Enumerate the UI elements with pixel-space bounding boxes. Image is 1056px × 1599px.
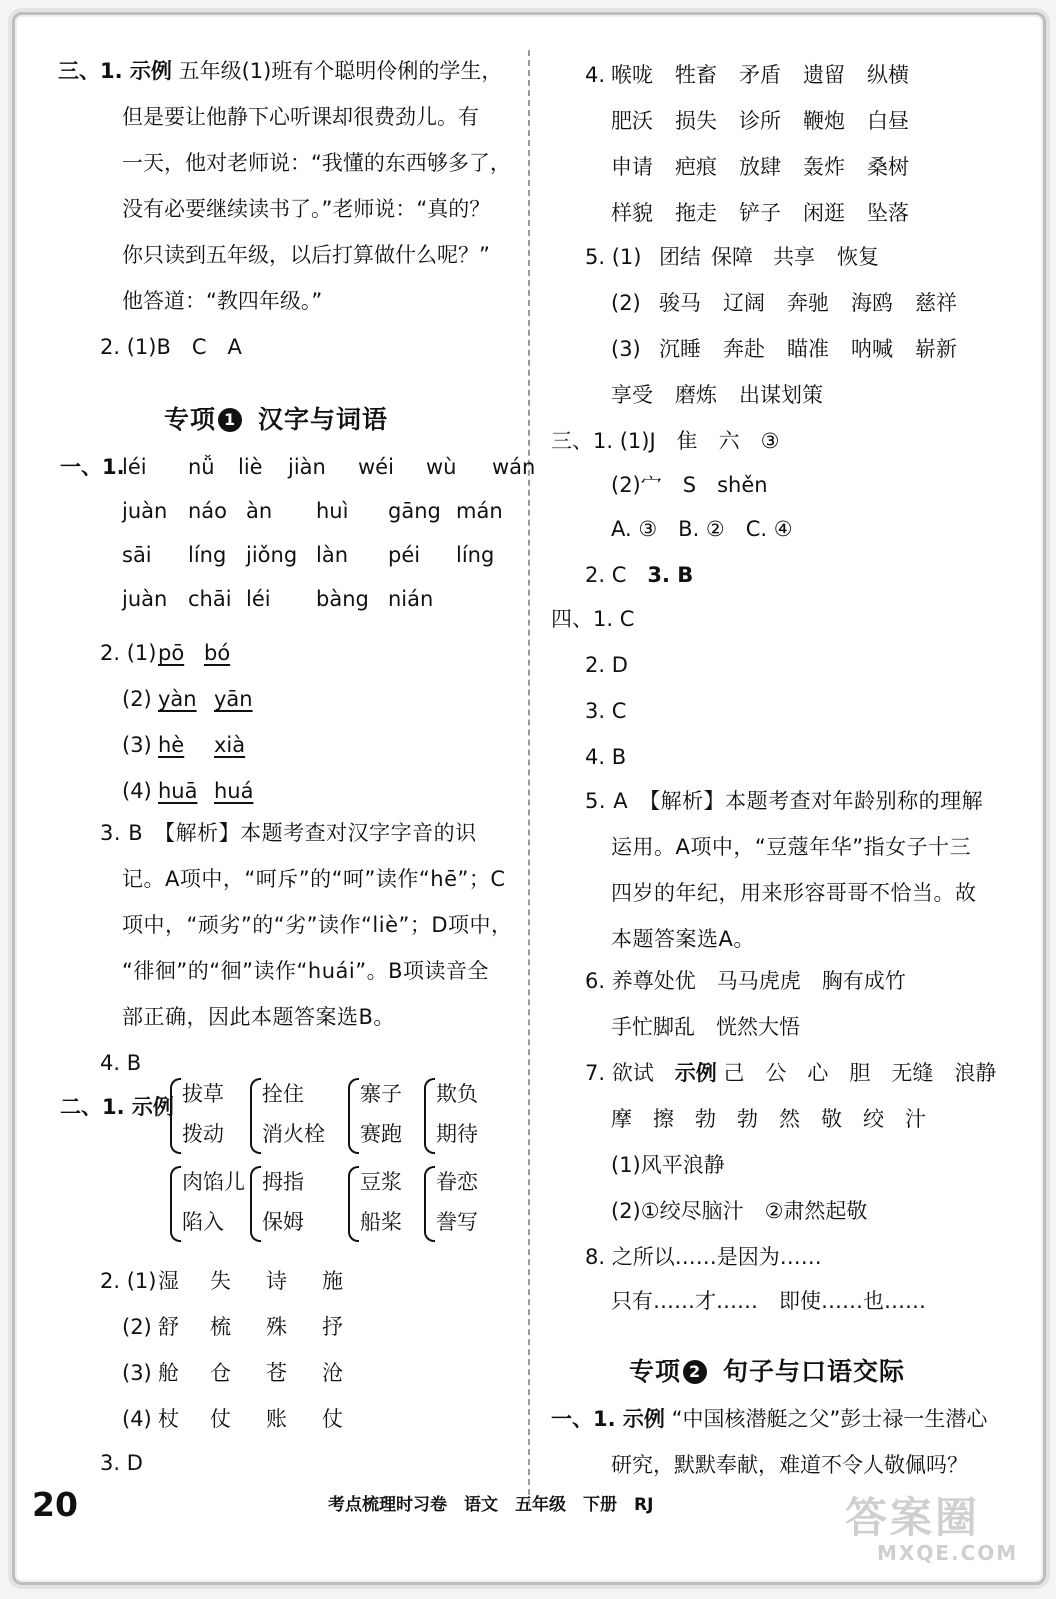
s2-q2-label: (3) — [122, 1361, 152, 1385]
topic-number-badge: 1 — [218, 408, 242, 432]
word-pair — [360, 1074, 402, 1154]
q4-word: 桑树 — [867, 155, 909, 179]
q4-word: 坠落 — [867, 201, 909, 225]
word-pair — [182, 1162, 245, 1242]
q4-word: 牲畜 — [675, 63, 717, 87]
q4-word: 鞭炮 — [803, 109, 845, 133]
word-bottom: 期待 — [436, 1122, 478, 1146]
q4-word: 纵横 — [867, 63, 909, 87]
q4-word: 遗留 — [803, 63, 845, 87]
q5-word: 共享 — [773, 245, 815, 269]
q4-word: 损失 — [675, 109, 717, 133]
topic1-heading: 专项 1 汉字与词语 — [164, 405, 389, 434]
q4-word: 样貌 — [611, 201, 653, 225]
q2-pinyin-b: huá — [214, 779, 254, 803]
q5-word: 恢复 — [837, 245, 879, 269]
word-pair — [436, 1162, 478, 1242]
brace-icon — [424, 1078, 435, 1154]
word-pair — [262, 1162, 304, 1242]
q5-word: 团结 — [659, 245, 701, 269]
q5-word: 慈祥 — [915, 291, 957, 315]
column-divider — [528, 50, 530, 1505]
pinyin-item: huì — [316, 499, 349, 523]
s2-q2-label: (4) — [122, 1407, 152, 1431]
pinyin-item: àn — [246, 499, 273, 523]
pinyin-item: péi — [388, 543, 421, 567]
q4-word: 疤痕 — [675, 155, 717, 179]
s4-line: 3. C — [585, 699, 627, 723]
pinyin-item: sāi — [122, 543, 152, 567]
word-top: 眷恋 — [436, 1170, 478, 1194]
word-bottom: 誊写 — [436, 1210, 478, 1234]
q4-word: 轰炸 — [803, 155, 845, 179]
q8-line-2: 只有……才…… 即使……也…… — [611, 1289, 926, 1313]
q7-line-4: (2)①绞尽脑汁 ②肃然起敬 — [611, 1199, 868, 1223]
q2-pinyin-b: yān — [214, 687, 253, 711]
s4-line: 四、1. C — [551, 607, 635, 631]
page-number: 20 — [32, 1485, 78, 1524]
s2-q2-char: 舱 — [158, 1361, 179, 1385]
s3-q1-line-6: 他答道：“教四年级。” — [122, 289, 323, 313]
s4-line: 2. D — [585, 653, 628, 677]
s3-line: (2)宀 S shěn — [611, 473, 768, 497]
pinyin-item: juàn — [122, 587, 168, 611]
q2-pinyin-a: hè — [158, 733, 185, 757]
pinyin-item: bàng — [316, 587, 369, 611]
s3-line: A. ③ B. ② C. ④ — [611, 517, 793, 541]
s2-q2-char: 抒 — [322, 1315, 343, 1339]
s2-q2-char: 舒 — [158, 1315, 179, 1339]
t2-q1-line-1: 一、1. 示例 “中国核潜艇之父”彭士禄一生潜心 — [551, 1407, 988, 1431]
q5-word: 磨炼 — [675, 383, 717, 407]
q4-word: 申请 — [611, 155, 653, 179]
s2-q2-char: 仗 — [210, 1407, 231, 1431]
q5-label: (3) — [611, 337, 641, 361]
q4-word: 肥沃 — [611, 109, 653, 133]
topic2-heading: 专项 2 句子与口语交际 — [629, 1357, 906, 1386]
q4-word: 喉咙 — [611, 63, 653, 87]
word-bottom: 消火栓 — [262, 1122, 325, 1146]
s4-line: 4. B — [585, 745, 627, 769]
q4-word: 闲逛 — [803, 201, 845, 225]
s2-q2-char: 账 — [266, 1407, 287, 1431]
pinyin-item: liè — [238, 455, 263, 479]
word-top: 拇指 — [262, 1170, 304, 1194]
s2-q2-char: 苍 — [266, 1361, 287, 1385]
q3-line: 3. B 【解析】本题考查对汉字字音的识 — [100, 821, 477, 845]
pinyin-item: gāng — [388, 499, 441, 523]
q6-line-2: 手忙脚乱 恍然大悟 — [611, 1015, 800, 1039]
s2-q2-char: 仗 — [322, 1407, 343, 1431]
brace-icon — [170, 1078, 181, 1154]
pinyin-item: líng — [188, 543, 227, 567]
s2-q2-label: 2. (1) — [100, 1269, 157, 1293]
q4-word: 矛盾 — [739, 63, 781, 87]
topic-number-badge: 2 — [683, 1360, 707, 1384]
q4-word: 放肆 — [739, 155, 781, 179]
pinyin-item: léi — [246, 587, 271, 611]
pinyin-item: chāi — [188, 587, 232, 611]
q4-word: 拖走 — [675, 201, 717, 225]
s2-q2-char: 湿 — [158, 1269, 179, 1293]
s2-q2-label: (2) — [122, 1315, 152, 1339]
q5-word: 沉睡 — [659, 337, 701, 361]
footer-text: 考点梳理时习卷 语文 五年级 下册 RJ — [328, 1495, 654, 1515]
q5-word: 崭新 — [915, 337, 957, 361]
q5-word: 呐喊 — [851, 337, 893, 361]
s3-q1-line-4: 没有必要继续读书了。”老师说：“真的？ — [122, 197, 491, 221]
pinyin-item: làn — [316, 543, 349, 567]
q2-pinyin-a: huā — [158, 779, 198, 803]
pinyin-item: náo — [188, 499, 228, 523]
q2-pinyin-a: pō — [158, 641, 185, 665]
q5-word: 瞄准 — [787, 337, 829, 361]
s3-q1-line-3: 一天，他对老师说：“我懂的东西够多了， — [122, 151, 511, 175]
word-pair — [182, 1074, 224, 1154]
q4-word: 白昼 — [867, 109, 909, 133]
pinyin-item: juàn — [122, 499, 168, 523]
q5-word: 奔赴 — [723, 337, 765, 361]
q5-word: 辽阔 — [723, 291, 765, 315]
word-top: 寨子 — [360, 1082, 402, 1106]
pinyin-item: mán — [456, 499, 503, 523]
q4-label: 4. — [585, 63, 606, 87]
q5-analysis-line: 5. A 【解析】本题考查对年龄别称的理解 — [585, 789, 984, 813]
brace-icon — [250, 1078, 261, 1154]
pinyin-item: wéi — [358, 455, 394, 479]
q2-label: (3) — [122, 733, 152, 757]
pinyin-item: wán — [492, 455, 536, 479]
brace-icon — [424, 1166, 435, 1242]
brace-icon — [250, 1166, 261, 1242]
q7-line-1: 7. 欲试 示例 己 公 心 胆 无缝 浪静 — [585, 1061, 997, 1085]
s2-q2-char: 沧 — [322, 1361, 343, 1385]
pinyin-item: nǚ — [188, 455, 215, 479]
word-top: 拔草 — [182, 1082, 224, 1106]
q8-line-1: 8. 之所以……是因为…… — [585, 1245, 822, 1269]
word-pair — [436, 1074, 478, 1154]
word-pair — [360, 1162, 402, 1242]
s2-q2-char: 仓 — [210, 1361, 231, 1385]
q2-pinyin-b: xià — [214, 733, 246, 757]
s2-q2-char: 施 — [322, 1269, 343, 1293]
pinyin-item: wù — [426, 455, 457, 479]
s3-q2: 2. (1)B C A — [100, 335, 242, 359]
q2-pinyin-a: yàn — [158, 687, 197, 711]
pinyin-item: líng — [456, 543, 495, 567]
q4-word: 诊所 — [739, 109, 781, 133]
s3-q1-line-1: 三、1. 示例 五年级(1)班有个聪明伶俐的学生， — [58, 59, 503, 83]
pinyin-item: jiàn — [288, 455, 326, 479]
q2-label: (2) — [122, 687, 152, 711]
word-pair — [262, 1074, 325, 1154]
s3-q1-line-5: 你只读到五年级，以后打算做什么呢？” — [122, 243, 490, 267]
word-bottom: 赛跑 — [360, 1122, 402, 1146]
brace-icon — [348, 1166, 359, 1242]
s3-line: 三、1. (1)J 隹 六 ③ — [551, 429, 780, 453]
q5-analysis-line: 四岁的年纪，用来形容哥哥不恰当。故 — [611, 881, 977, 905]
q5-analysis-line: 本题答案选A。 — [611, 927, 755, 951]
s3-q1-line-2: 但是要让他静下心听课却很费劲儿。有 — [122, 105, 479, 129]
word-bottom: 拨动 — [182, 1122, 224, 1146]
q7-line-3: (1)风平浪静 — [611, 1153, 725, 1177]
word-top: 豆浆 — [360, 1170, 402, 1194]
s2-q2-char: 殊 — [266, 1315, 287, 1339]
q2-label: 2. (1) — [100, 641, 157, 665]
s2-q3-answer: 3. D — [100, 1451, 143, 1475]
s2-q1-label: 二、1. 示例 — [60, 1095, 174, 1119]
q3-line: “徘徊”的“徊”读作“huái”。B项读音全 — [122, 959, 490, 983]
s2-q2-char: 梳 — [210, 1315, 231, 1339]
brace-icon — [170, 1166, 181, 1242]
brace-icon — [348, 1078, 359, 1154]
word-top: 肉馅儿 — [182, 1170, 245, 1194]
word-top: 拴住 — [262, 1082, 304, 1106]
t2-q1-line-2: 研究，默默奉献，难道不令人敬佩吗？ — [611, 1453, 968, 1477]
q2-pinyin-b: bó — [204, 641, 231, 665]
pinyin-item: léi — [122, 455, 147, 479]
q6-line-1: 6. 养尊处优 马马虎虎 胸有成竹 — [585, 969, 906, 993]
pinyin-item: nián — [388, 587, 434, 611]
q3-line: 部正确，因此本题答案选B。 — [122, 1005, 395, 1029]
q5-word: 享受 — [611, 383, 653, 407]
q4-answer: 4. B — [100, 1051, 142, 1075]
q2-label: (4) — [122, 779, 152, 803]
q5-word: 出谋划策 — [739, 383, 823, 407]
q5-word: 骏马 — [659, 291, 701, 315]
watermark-logo: 答案圈 MXQE.COM — [845, 1493, 1019, 1565]
s2-q2-char: 诗 — [266, 1269, 287, 1293]
q5-label: 5. (1) — [585, 245, 642, 269]
word-bottom: 陷入 — [182, 1210, 224, 1234]
s2-q2-char: 杖 — [158, 1407, 179, 1431]
q5-analysis-line: 运用。A项中，“豆蔻年华”指女子十三 — [611, 835, 972, 859]
q5-label: (2) — [611, 291, 641, 315]
word-bottom: 船桨 — [360, 1210, 402, 1234]
s3-line: 2. C 3. B — [585, 563, 694, 587]
q3-line: 记。A项中，“呵斥”的“呵”读作“hē”；C — [122, 867, 506, 891]
q5-word: 保障 — [711, 245, 753, 269]
q3-line: 项中，“顽劣”的“劣”读作“liè”；D项中， — [122, 913, 513, 937]
word-top: 欺负 — [436, 1082, 478, 1106]
pinyin-q1-label: 一、1. — [60, 455, 125, 479]
pinyin-item: jiǒng — [246, 543, 298, 567]
q5-word: 海鸥 — [851, 291, 893, 315]
word-bottom: 保姆 — [262, 1210, 304, 1234]
q5-word: 奔驰 — [787, 291, 829, 315]
q4-word: 铲子 — [739, 201, 781, 225]
s2-q2-char: 失 — [210, 1269, 231, 1293]
q7-line-2: 摩 擦 勃 勃 然 敬 绞 汁 — [611, 1107, 926, 1131]
